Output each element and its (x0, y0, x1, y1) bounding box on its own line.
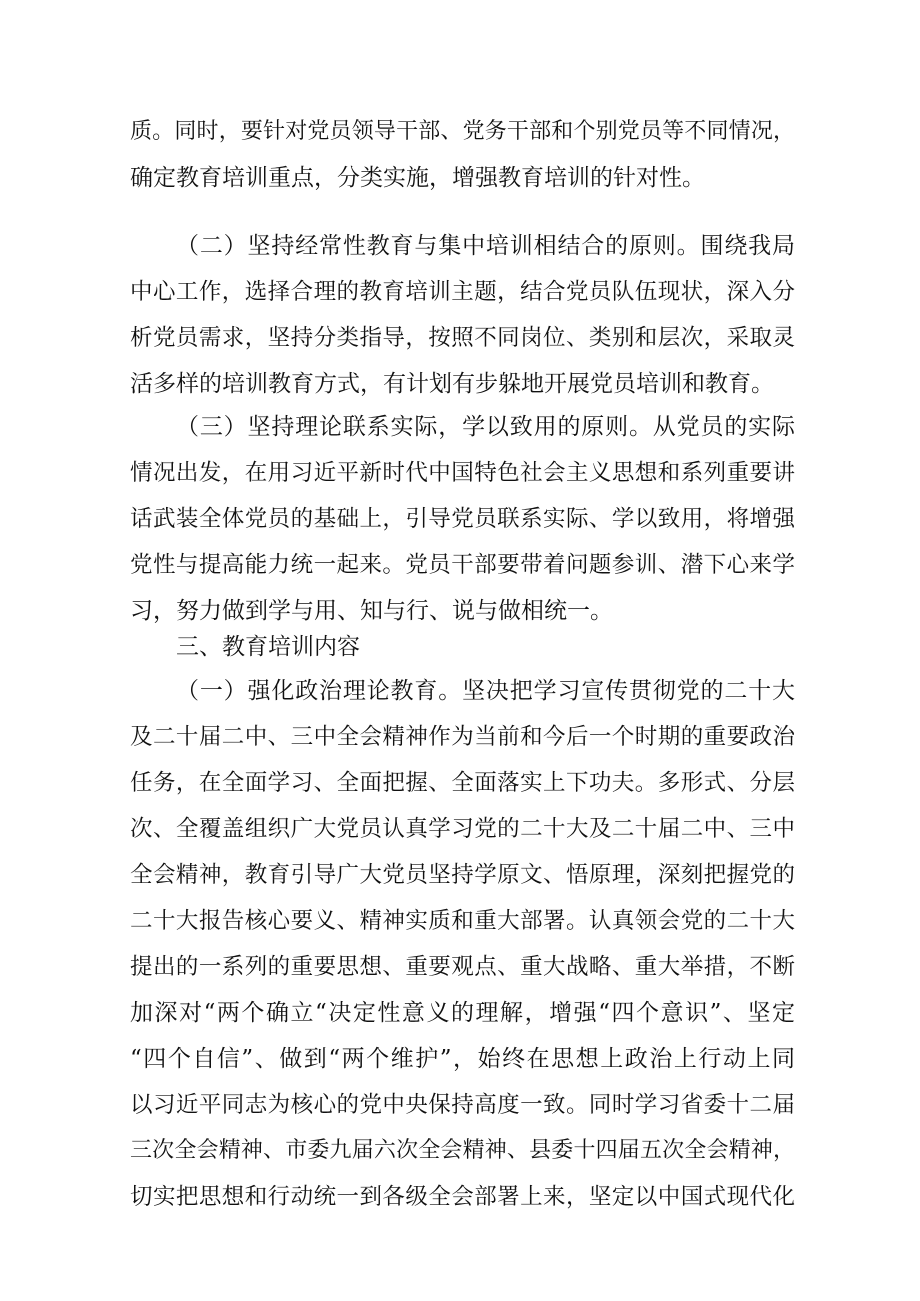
paragraph-4-line-6: 二十大报告核心要义、精神实质和重大部署。认真领会党的二十大 (130, 908, 795, 934)
paragraph-3-line-1: （三）坚持理论联系实际，学以致用的原则。从党员的实际 (176, 414, 795, 440)
paragraph-4-line-8: 加深对“两个确立“决定性意义的理解，增强“四个意识”、坚定 (130, 1000, 795, 1026)
paragraph-2-line-4: 活多样的培训教育方式，有计划有步躲地开展党员培训和教育。 (130, 371, 774, 397)
paragraph-4-line-10: 以习近平同志为核心的党中央保持高度一致。同时学习省委十二届 (130, 1092, 795, 1118)
paragraph-2-line-3: 析党员需求，坚持分类指导，按照不同岗位、类别和层次，采取灵 (130, 325, 795, 351)
paragraph-4-line-9: “四个自信”、做到“两个维护”，始终在思想上政治上行动上同 (130, 1046, 795, 1072)
paragraph-4-line-12: 切实把思想和行动统一到各级全会部署上来，坚定以中国式现代化 (130, 1184, 795, 1210)
paragraph-3-line-4: 党性与提高能力统一起来。党员干部要带着问题参训、潜下心来学 (130, 552, 795, 578)
paragraph-3-line-2: 情况出发，在用习近平新时代中国特色社会主义思想和系列重要讲 (130, 460, 795, 486)
paragraph-4-line-3: 任务，在全面学习、全面把握、全面落实上下功夫。多形式、分层 (130, 770, 795, 796)
section-heading-3: 三、教育培训内容 (176, 634, 360, 660)
paragraph-1-line-2: 确定教育培训重点，分类实施，增强教育培训的针对性。 (130, 165, 705, 191)
paragraph-4-line-4: 次、全覆盖组织广大党员认真学习党的二十大及二十届二中、三中 (130, 816, 795, 842)
paragraph-2-line-1: （二）坚持经常性教育与集中培训相结合的原则。围绕我局 (176, 233, 795, 259)
paragraph-4-line-5: 全会精神，教育引导广大党员坚持学原文、悟原理，深刻把握党的 (130, 862, 795, 888)
paragraph-3-line-3: 话武装全体党员的基础上，引导党员联系实际、学以致用，将增强 (130, 506, 795, 532)
paragraph-2-line-2: 中心工作，选择合理的教育培训主题，结合党员队伍现状，深入分 (130, 279, 795, 305)
paragraph-4-line-1: （一）强化政治理论教育。坚决把学习宣传贯彻党的二十大 (176, 678, 795, 704)
paragraph-3-line-5: 习，努力做到学与用、知与行、说与做相统一。 (130, 598, 613, 624)
paragraph-4-line-2: 及二十届二中、三中全会精神作为当前和今后一个时期的重要政治 (130, 724, 795, 750)
paragraph-1-line-1: 质。同时，要针对党员领导干部、党务干部和个别党员等不同情况， (130, 119, 795, 144)
paragraph-4-line-7: 提出的一系列的重要思想、重要观点、重大战略、重大举措，不断 (130, 954, 795, 980)
paragraph-4-line-11: 三次全会精神、市委九届六次全会精神、县委十四届五次全会精神， (130, 1138, 795, 1163)
